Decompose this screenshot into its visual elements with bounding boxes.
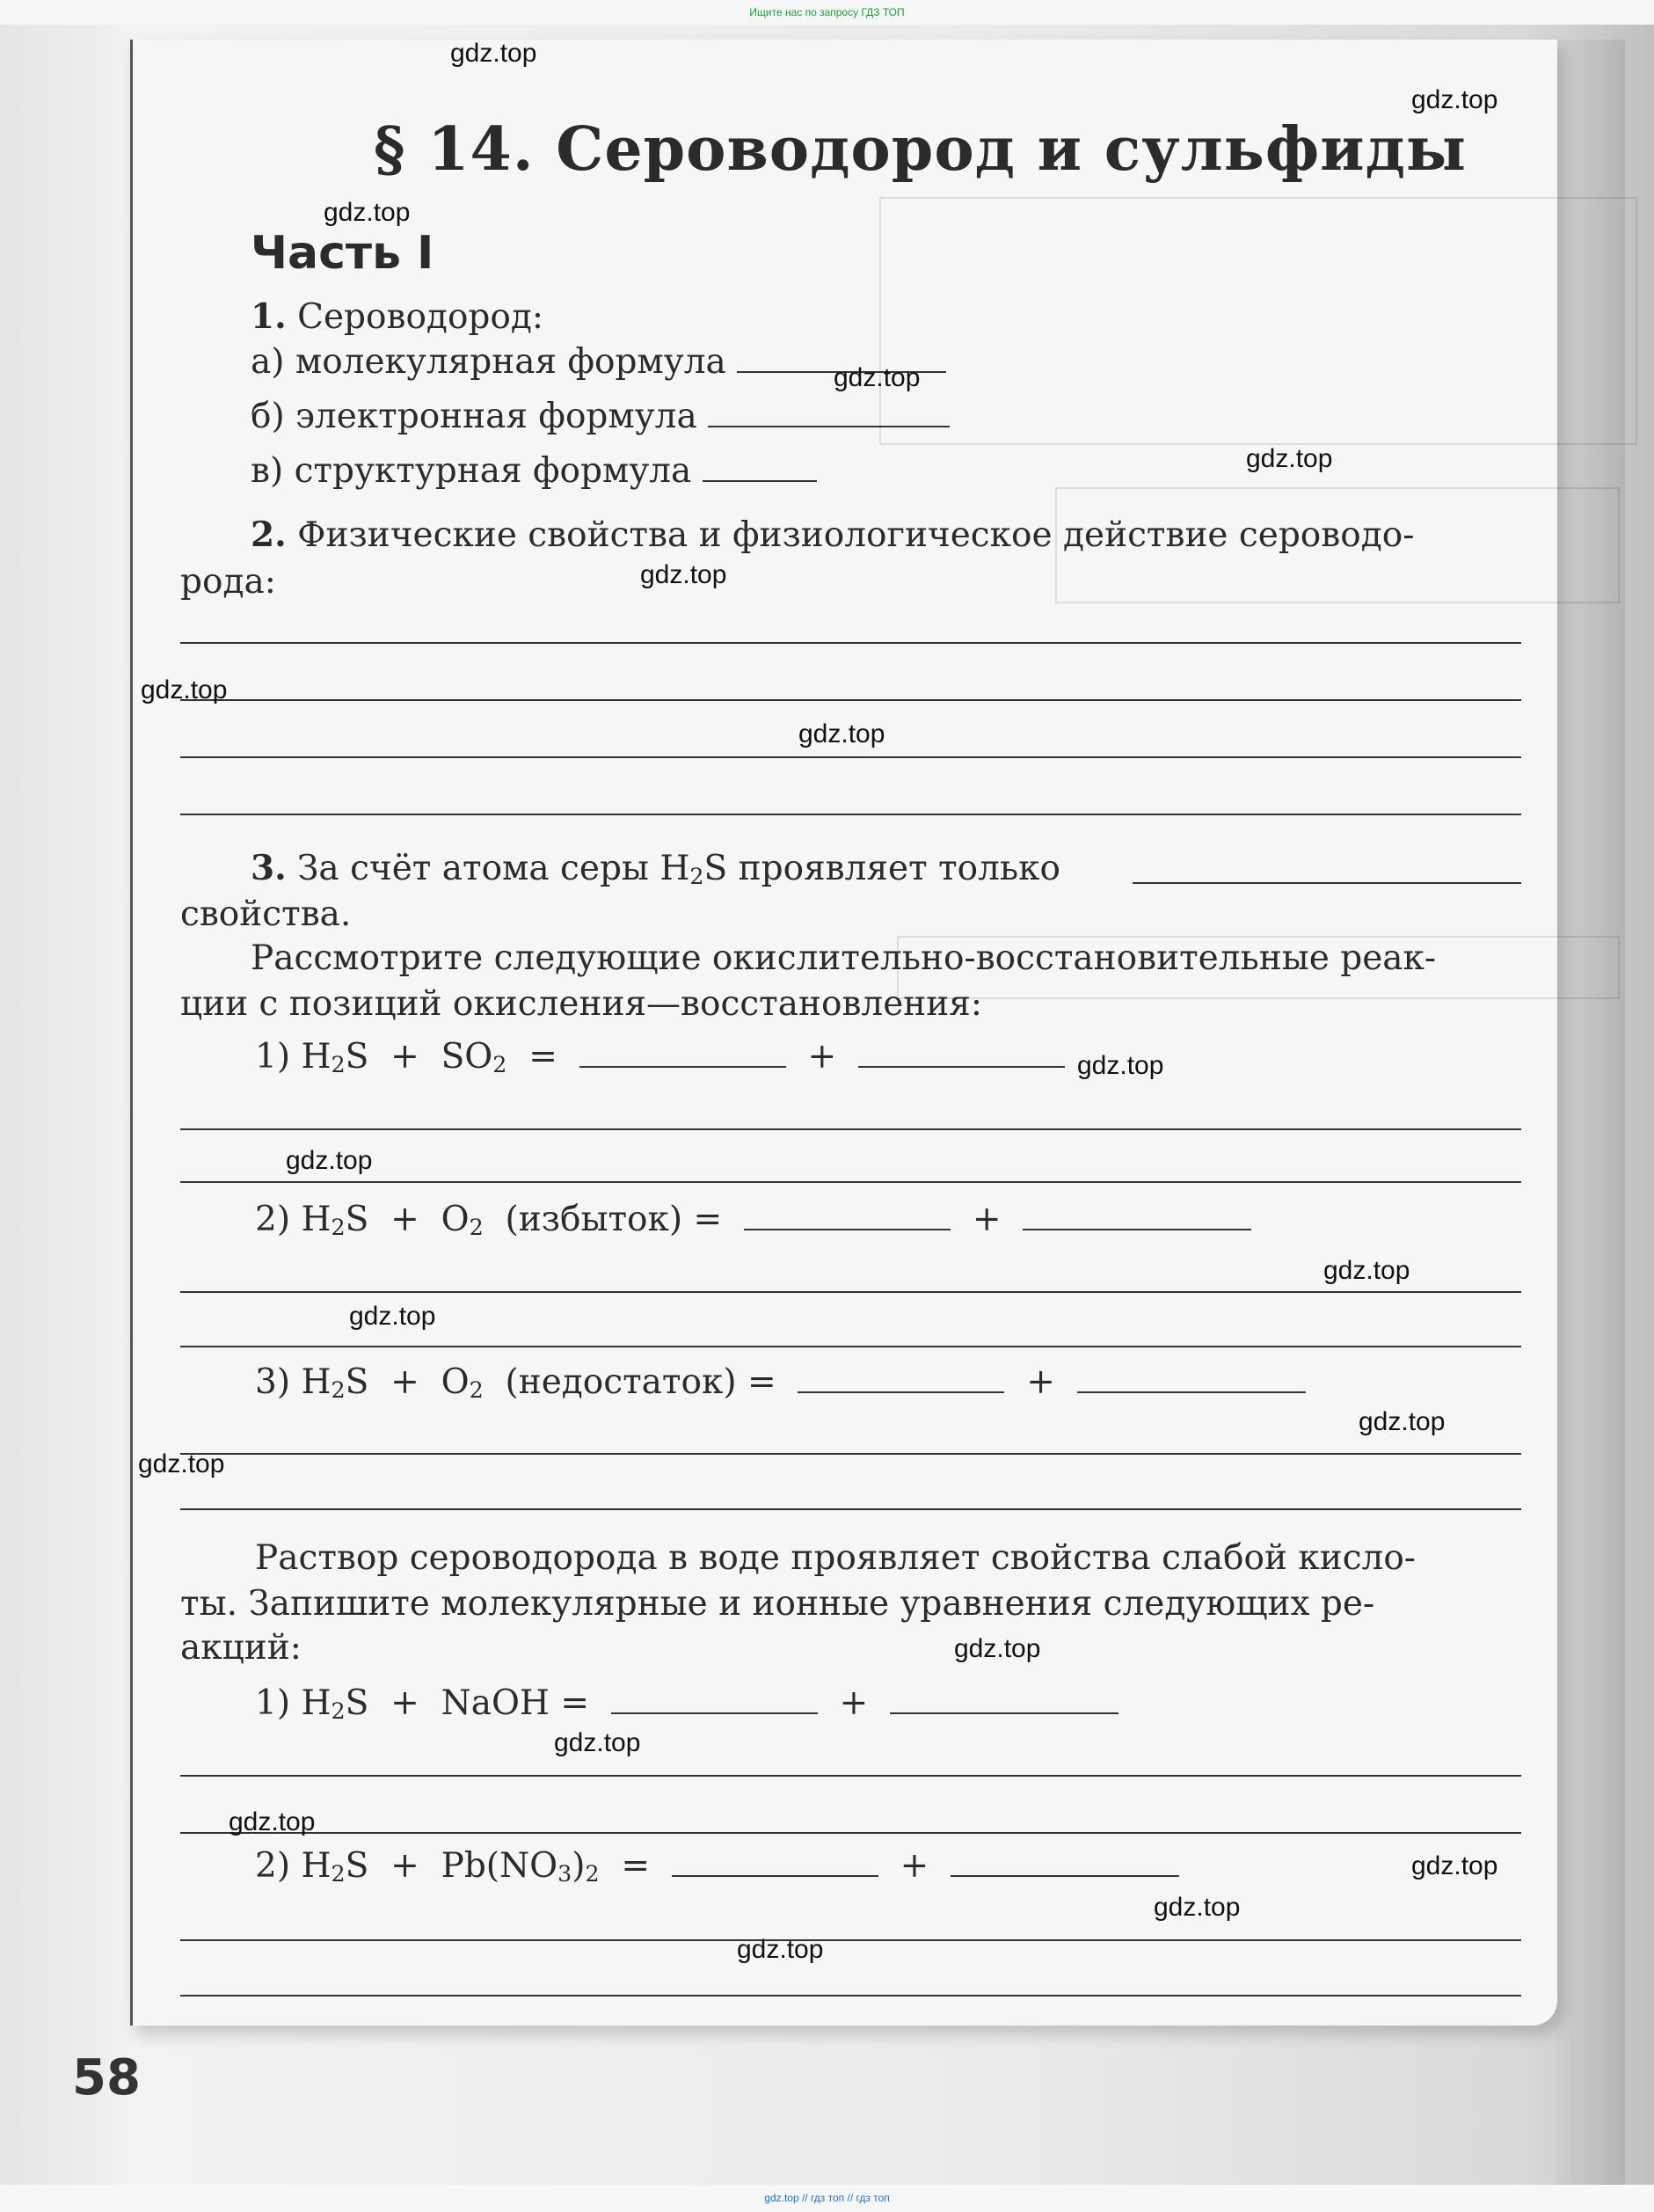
watermark: gdz.top (138, 1449, 225, 1478)
chem-h: H (301, 1200, 332, 1239)
q2-number: 2. (251, 515, 287, 555)
chem-h: H (301, 1683, 332, 1723)
equals-sign: = (621, 1846, 651, 1886)
product-2-field[interactable] (951, 1847, 1179, 1877)
equals-sign: = (528, 1037, 557, 1077)
bottom-banner: gdz.top // гдз топ // гдз топ (764, 2192, 890, 2204)
q2-text: Физические свойства и физиологическое действие сероводо- (297, 515, 1415, 555)
q3-text-pre: За счёт атома серы H (297, 849, 690, 888)
answer-line[interactable] (180, 814, 1521, 815)
watermark: gdz.top (1359, 1407, 1446, 1436)
acid-reaction-2 (255, 1847, 1179, 1887)
answer-line[interactable] (180, 1291, 1521, 1293)
redox-intro-line2: ции с позиций окисления—восстановления: (180, 984, 983, 1024)
watermark: gdz.top (349, 1302, 436, 1331)
q3-number: 3. (251, 848, 287, 888)
watermark: gdz.top (324, 198, 411, 227)
q1-c-label: в) структурная формула (251, 451, 692, 491)
plus-sign: + (839, 1683, 869, 1723)
chem-sub: 2 (331, 1051, 346, 1078)
chem-so: SO (441, 1037, 493, 1077)
acid-intro-line3: акций: (180, 1628, 302, 1668)
chem-h: H (301, 1362, 332, 1402)
answer-line[interactable] (180, 1775, 1521, 1777)
answer-line[interactable] (180, 699, 1521, 701)
part-heading: Часть I (251, 227, 434, 280)
plus-sign: + (390, 1362, 419, 1402)
answer-line[interactable] (180, 1832, 1521, 1834)
chem-sub: 2 (585, 1860, 600, 1887)
plus-sign: + (807, 1037, 837, 1077)
watermark: gdz.top (1154, 1893, 1241, 1922)
answer-line[interactable] (180, 756, 1521, 758)
watermark: gdz.top (1077, 1051, 1164, 1080)
page-number: 58 (72, 2049, 141, 2106)
chem-sub: 3 (557, 1860, 572, 1887)
reaction-number: 1) (255, 1037, 291, 1077)
q1-heading (251, 297, 543, 338)
chem-sub: 2 (331, 1376, 346, 1404)
answer-line[interactable] (180, 1508, 1521, 1510)
answer-line[interactable] (180, 1939, 1521, 1941)
q2-text-line1 (251, 515, 1414, 556)
chem-sub: 2 (469, 1376, 484, 1404)
product-2-field[interactable] (858, 1038, 1065, 1068)
watermark: gdz.top (1411, 1851, 1498, 1880)
q1-b (251, 398, 950, 437)
product-2-field[interactable] (890, 1684, 1118, 1714)
watermark: gdz.top (450, 39, 537, 68)
watermark: gdz.top (798, 719, 885, 748)
reaction-number: 2) (255, 1200, 291, 1239)
reaction-number: 3) (255, 1362, 291, 1402)
answer-line[interactable] (180, 1128, 1521, 1130)
acid-intro-line2: ты. Запишите молекулярные и ионные уравнения следующих ре- (180, 1584, 1375, 1624)
q1-number: 1. (251, 296, 287, 337)
top-banner: Ищите нас по запросу ГДЗ ТОП (749, 6, 905, 18)
reaction-condition: (недостаток) = (505, 1362, 776, 1402)
chem-sub: 2 (331, 1860, 346, 1887)
chem-sub: 2 (331, 1697, 346, 1725)
answer-line[interactable] (180, 1453, 1521, 1455)
watermark: gdz.top (229, 1807, 316, 1836)
q2-text-line2: рода: (180, 562, 276, 602)
watermark: gdz.top (834, 363, 921, 392)
answer-line[interactable] (180, 1181, 1521, 1183)
answer-line[interactable] (180, 642, 1521, 644)
plus-sign: + (900, 1846, 929, 1886)
product-1-field[interactable] (744, 1201, 951, 1230)
reagent: Pb(NO (441, 1846, 558, 1886)
product-1-field[interactable] (579, 1038, 786, 1068)
acid-intro-line1: Раствор сероводорода в воде проявляет свойства слабой кисло- (255, 1538, 1416, 1578)
watermark: gdz.top (737, 1935, 824, 1964)
q3-text-line1 (251, 849, 1060, 889)
reaction-condition: (избыток) = (505, 1200, 723, 1239)
chem-sub: 2 (331, 1214, 346, 1241)
chem-h: H (301, 1846, 332, 1886)
product-1-field[interactable] (798, 1363, 1004, 1393)
q1-a-label: а) молекулярная формула (251, 342, 726, 382)
book-spine-shadow (0, 25, 136, 2185)
reaction-2 (255, 1201, 1251, 1240)
reaction-number: 1) (255, 1683, 291, 1723)
chem-o: O (441, 1362, 470, 1402)
redox-intro-line1: Рассмотрите следующие окислительно-восстановительные реак- (251, 938, 1437, 978)
reaction-1 (255, 1038, 1065, 1077)
watermark: gdz.top (1246, 444, 1333, 473)
chem-s: S (345, 1037, 369, 1077)
reagent-close: ) (572, 1846, 586, 1886)
chem-s: S (345, 1846, 369, 1886)
q3-text-line2: свойства. (180, 894, 352, 934)
watermark: gdz.top (286, 1146, 373, 1175)
plus-sign: + (390, 1200, 419, 1239)
q1-b-label: б) электронная формула (251, 397, 697, 436)
page-title: § 14. Сероводород и сульфиды (374, 114, 1468, 185)
product-1-field[interactable] (611, 1684, 818, 1714)
q3-property-answer-field[interactable] (1133, 882, 1521, 884)
chem-o: O (441, 1200, 470, 1239)
q1-b-answer-field[interactable] (708, 398, 950, 427)
watermark: gdz.top (640, 560, 727, 589)
watermark: gdz.top (1411, 85, 1498, 114)
chem-sub: 2 (492, 1051, 507, 1078)
watermark: gdz.top (954, 1634, 1041, 1663)
product-2-field[interactable] (1077, 1363, 1306, 1393)
product-2-field[interactable] (1023, 1201, 1251, 1230)
q1-c-answer-field[interactable] (703, 452, 817, 482)
chem-s: S (345, 1362, 369, 1402)
q3-text-post: S проявляет только (703, 849, 1060, 888)
product-1-field[interactable] (672, 1847, 878, 1877)
plus-sign: + (390, 1683, 419, 1723)
chem-s: S (345, 1683, 369, 1723)
reagent: NaOH = (441, 1683, 590, 1723)
chem-h: H (301, 1037, 332, 1077)
answer-line[interactable] (180, 1346, 1521, 1347)
plus-sign: + (390, 1846, 419, 1886)
reaction-3 (255, 1363, 1306, 1403)
acid-reaction-1 (255, 1684, 1118, 1724)
next-page-edge (1555, 40, 1625, 2185)
plus-sign: + (1026, 1362, 1055, 1402)
watermark: gdz.top (1323, 1256, 1410, 1285)
plus-sign: + (972, 1200, 1002, 1239)
watermark: gdz.top (554, 1728, 641, 1757)
chem-s: S (345, 1200, 369, 1239)
reaction-number: 2) (255, 1846, 291, 1886)
chem-sub: 2 (469, 1214, 484, 1241)
q1-c (251, 452, 817, 492)
plus-sign: + (390, 1037, 419, 1077)
q1-heading-text: Сероводород: (297, 297, 544, 337)
q3-sub: 2 (689, 863, 704, 890)
watermark: gdz.top (141, 675, 228, 704)
answer-line[interactable] (180, 1995, 1521, 1997)
